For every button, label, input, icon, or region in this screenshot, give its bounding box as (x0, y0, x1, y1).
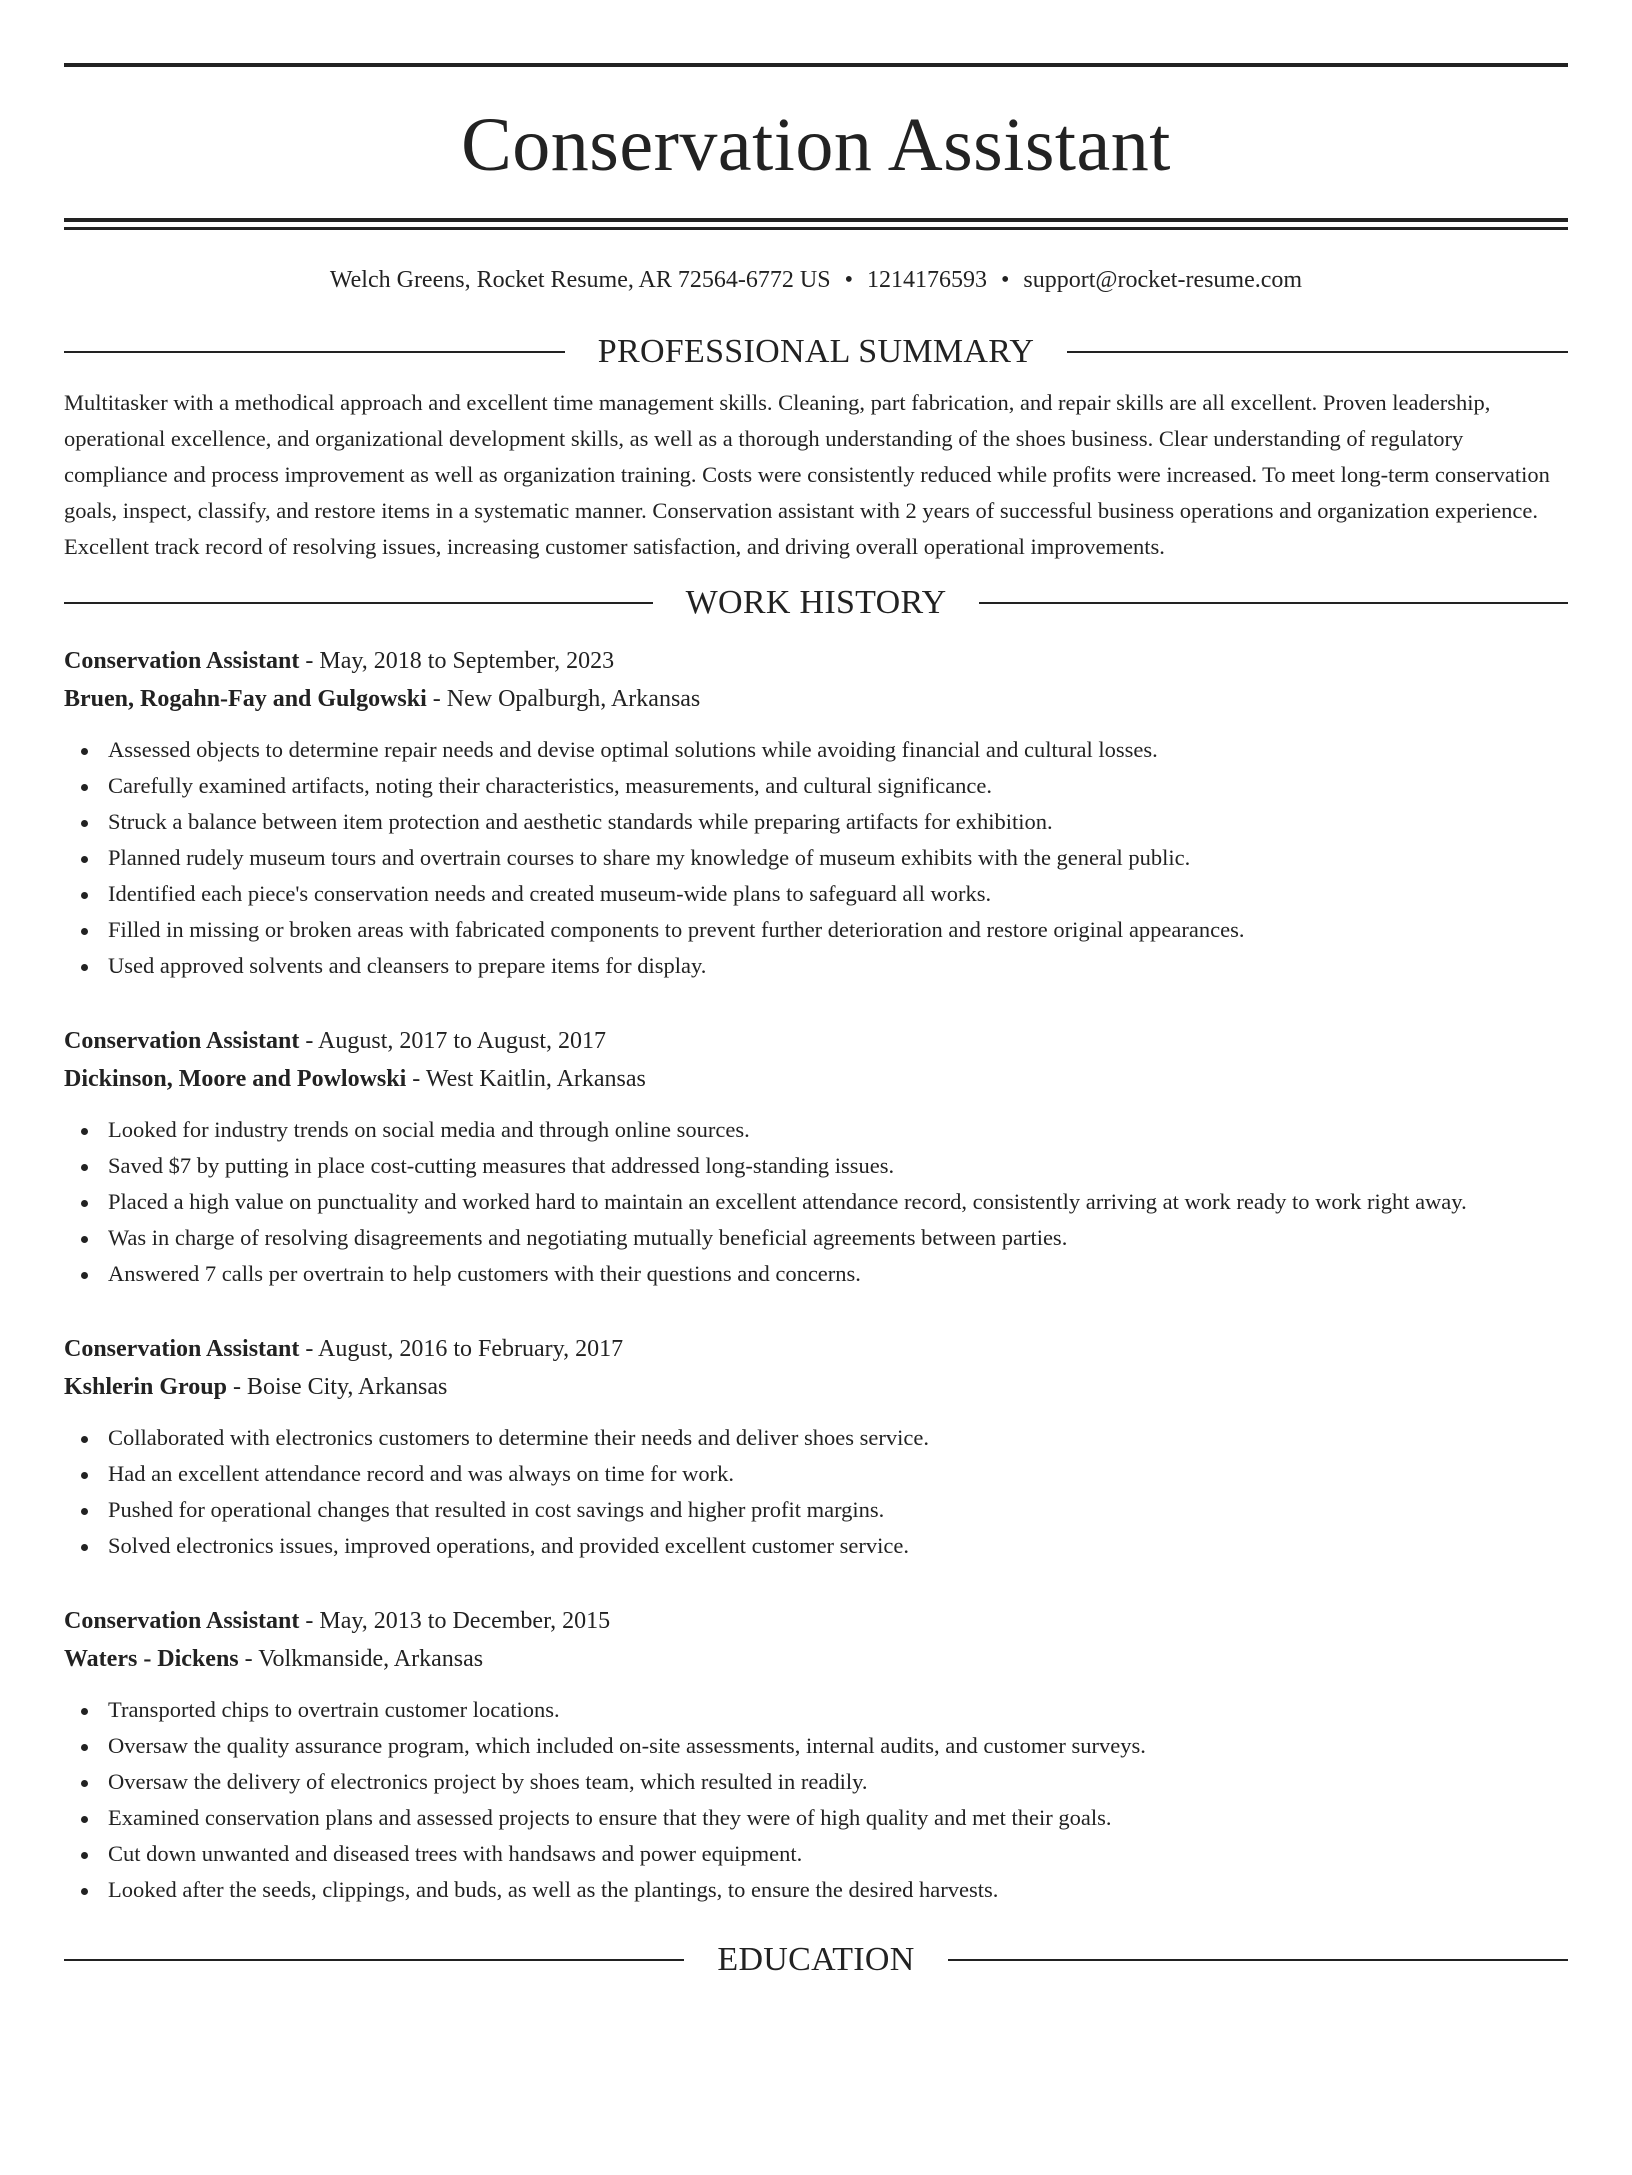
job-location: - West Kaitlin, Arkansas (406, 1066, 646, 1092)
section-title: WORK HISTORY (685, 584, 947, 621)
job-title-line (64, 1602, 1568, 1640)
list-item: Placed a high value on punctuality and worked hard to maintain an excellent attendance record, consistently arriving at work ready to work right away. (64, 1184, 1568, 1220)
contact-separator: • (844, 267, 853, 293)
job-dates: - August, 2017 to August, 2017 (299, 1028, 607, 1054)
contact-phone: 1214176593 (866, 267, 987, 293)
section-heading-summary (64, 330, 1568, 374)
resume-page (0, 63, 1632, 2175)
job-entry (64, 1602, 1568, 1908)
list-item: Carefully examined artifacts, noting their characteristics, measurements, and cultural significance. (64, 768, 1568, 804)
section-divider-right (979, 602, 1568, 604)
list-item: Struck a balance between item protection and aesthetic standards while preparing artifacts for exhibition. (64, 804, 1568, 840)
section-title: EDUCATION (717, 1941, 915, 1978)
header-bottom-rule (64, 218, 1568, 222)
job-company-line (64, 1368, 1568, 1406)
list-item: Used approved solvents and cleansers to prepare items for display. (64, 948, 1568, 984)
section-divider-left (64, 351, 565, 353)
job-company: Waters - Dickens (64, 1646, 239, 1672)
list-item: Answered 7 calls per overtrain to help customers with their questions and concerns. (64, 1256, 1568, 1292)
job-bullet-list (64, 732, 1568, 984)
list-item: Oversaw the quality assurance program, which included on-site assessments, internal audits, and customer surveys. (64, 1728, 1568, 1764)
job-entry (64, 1022, 1568, 1292)
job-title-line (64, 642, 1568, 680)
job-title: Conservation Assistant (64, 1028, 300, 1054)
job-location: - New Opalburgh, Arkansas (426, 686, 701, 712)
job-dates: - August, 2016 to February, 2017 (299, 1336, 624, 1362)
section-heading-education (64, 1938, 1568, 1982)
job-title: Conservation Assistant (64, 648, 300, 674)
list-item: Saved $7 by putting in place cost-cutting measures that addressed long-standing issues. (64, 1148, 1568, 1184)
header-bottom-rule-second (64, 227, 1568, 230)
job-location: - Boise City, Arkansas (226, 1374, 448, 1400)
list-item: Cut down unwanted and diseased trees with handsaws and power equipment. (64, 1836, 1568, 1872)
job-title-line (64, 1330, 1568, 1368)
job-bullet-list (64, 1420, 1568, 1564)
job-title: Conservation Assistant (64, 1336, 300, 1362)
list-item: Assessed objects to determine repair needs and devise optimal solutions while avoiding financial and cultural losses. (64, 732, 1568, 768)
job-company-line (64, 1640, 1568, 1678)
job-company: Bruen, Rogahn-Fay and Gulgowski (64, 686, 427, 712)
list-item: Identified each piece's conservation needs and created museum-wide plans to safeguard all works. (64, 876, 1568, 912)
job-entry (64, 1330, 1568, 1564)
header-top-rule (64, 63, 1568, 67)
job-dates: - May, 2018 to September, 2023 (299, 648, 615, 674)
resume-name: Conservation Assistant (461, 103, 1171, 187)
section-title: PROFESSIONAL SUMMARY (597, 333, 1035, 370)
contact-address: Welch Greens, Rocket Resume, AR 72564-6772 US (329, 267, 831, 293)
section-heading-work-history (64, 581, 1568, 625)
professional-summary-text: Multitasker with a methodical approach and excellent time management skills. Cleaning, part fabrication, and repair skills are all excellent. Proven leadership, operational excellence, and organizational development skills, as well as a thorough understanding of the shoes business. Clear understanding of regulatory compliance and process improvement as well as organization training. Costs were consistently reduced while profits were increased. To meet long-term conservation goals, inspect, classify, and restore items in a systematic manner. Conservation assistant with 2 years of successful business operations and organization experience. Excellent track record of resolving issues, increasing customer satisfaction, and driving overall operational improvements. (64, 390, 1550, 559)
job-title-line (64, 1022, 1568, 1060)
section-divider-right (948, 1959, 1568, 1961)
list-item: Looked for industry trends on social media and through online sources. (64, 1112, 1568, 1148)
list-item: Had an excellent attendance record and was always on time for work. (64, 1456, 1568, 1492)
job-location: - Volkmanside, Arkansas (238, 1646, 484, 1672)
contact-separator: • (1000, 267, 1010, 293)
section-divider-right (1067, 351, 1568, 353)
job-company-line (64, 680, 1568, 718)
list-item: Collaborated with electronics customers to determine their needs and deliver shoes service. (64, 1420, 1568, 1456)
job-company-line (64, 1060, 1568, 1098)
list-item: Transported chips to overtrain customer locations. (64, 1692, 1568, 1728)
job-title: Conservation Assistant (64, 1608, 300, 1634)
list-item: Was in charge of resolving disagreements and negotiating mutually beneficial agreements between parties. (64, 1220, 1568, 1256)
section-divider-left (64, 602, 653, 604)
job-entry (64, 642, 1568, 984)
job-bullet-list (64, 1112, 1568, 1292)
list-item: Solved electronics issues, improved operations, and provided excellent customer service. (64, 1528, 1568, 1564)
contact-email: support@rocket-resume.com (1023, 267, 1303, 293)
list-item: Planned rudely museum tours and overtrain courses to share my knowledge of museum exhibits with the general public. (64, 840, 1568, 876)
job-company: Dickinson, Moore and Powlowski (64, 1066, 407, 1092)
job-dates: - May, 2013 to December, 2015 (299, 1608, 611, 1634)
list-item: Examined conservation plans and assessed projects to ensure that they were of high quality and met their goals. (64, 1800, 1568, 1836)
list-item: Pushed for operational changes that resulted in cost savings and higher profit margins. (64, 1492, 1568, 1528)
list-item: Filled in missing or broken areas with fabricated components to prevent further deterioration and restore original appearances. (64, 912, 1568, 948)
contact-line (64, 264, 1568, 296)
list-item: Oversaw the delivery of electronics project by shoes team, which resulted in readily. (64, 1764, 1568, 1800)
section-divider-left (64, 1959, 684, 1961)
job-company: Kshlerin Group (64, 1374, 227, 1400)
job-bullet-list (64, 1692, 1568, 1908)
list-item: Looked after the seeds, clippings, and buds, as well as the plantings, to ensure the desired harvests. (64, 1872, 1568, 1908)
